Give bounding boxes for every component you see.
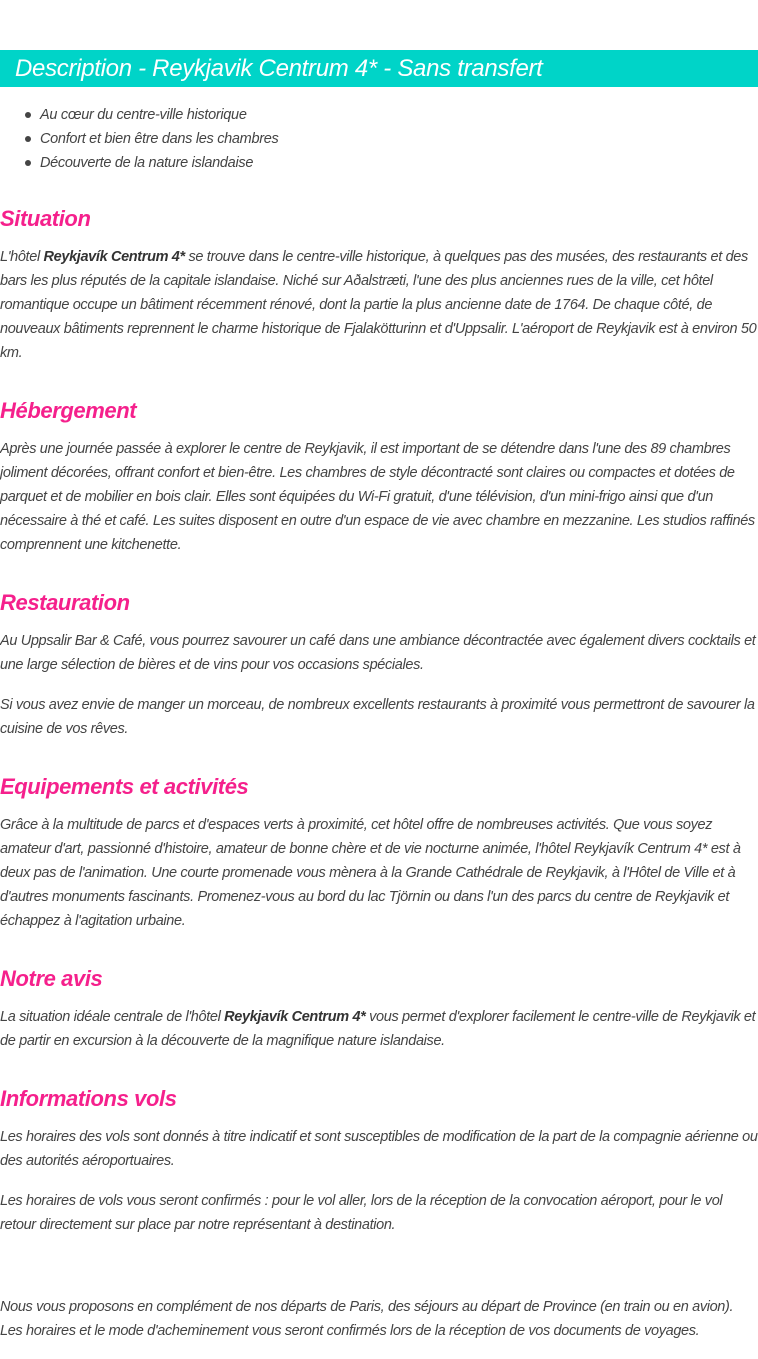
hebergement-paragraph: Après une journée passée à explorer le centre de Reykjavik, il est important de se détendre dans l'une des 89 chambres joliment décorées, offrant confort et bien-être. Les chambres de style décontracté sont claires ou compactes et dotées de parquet et de mobilier en bois clair. Elles sont équipées du Wi-Fi gratuit, d'une télévision, d'un mini-frigo ainsi que d'un nécessaire à thé et café. Les suites disposent en outre d'un espace de vie avec chambre en mezzanine. Les studios raffinés comprennent une kitchenette. bbox=[0, 441, 755, 553]
bullet-icon bbox=[25, 112, 31, 118]
section-heading-vols: Informations vols bbox=[0, 1086, 177, 1111]
section-heading-restauration: Restauration bbox=[0, 590, 130, 615]
province-paragraph: Nous vous proposons en complément de nos départs de Paris, des séjours au départ de Province (en train ou en avion). Les horaires et le mode d'acheminement vous seront confirmés lors de la réception de vos documents de voyages. bbox=[0, 1299, 734, 1339]
section-heading-equipements: Equipements et activités bbox=[0, 774, 249, 799]
vols-paragraph-1: Les horaires des vols sont donnés à titre indicatif et sont susceptibles de modification de la part de la compagnie aérienne ou des autorités aéroportuaires. bbox=[0, 1129, 758, 1169]
section-heading-avis: Notre avis bbox=[0, 966, 103, 991]
highlight-item bbox=[40, 127, 278, 151]
hotel-name-bold: Reykjavík Centrum 4* bbox=[43, 249, 185, 265]
situation-text-suffix: se trouve dans le centre-ville historique, à quelques pas des musées, des restaurants et des bars les plus réputés de la capitale islandaise. Niché sur Aðalstræti, l'une des plus anciennes rues de la ville, cet hôtel romantique occupe un bâtiment récemment rénové, dont la partie la plus ancienne date de 1764. De chaque côté, de nouveaux bâtiments reprennent le charme historique de Fjalakötturinn et d'Uppsalir. L'aéroport de Reykjavik est à environ 50 km. bbox=[0, 249, 757, 361]
section-situation bbox=[0, 205, 758, 365]
bullet-icon bbox=[25, 136, 31, 142]
highlight-text: Au cœur du centre-ville historique bbox=[40, 107, 247, 123]
vols-paragraph-2: Les horaires de vols vous seront confirmés : pour le vol aller, lors de la réception de la convocation aéroport, pour le vol retour directement sur place par notre représentant à destination. bbox=[0, 1193, 723, 1233]
section-province bbox=[0, 1295, 758, 1343]
section-heading-situation: Situation bbox=[0, 206, 91, 231]
highlight-text: Confort et bien être dans les chambres bbox=[40, 131, 279, 147]
bullet-icon bbox=[25, 160, 31, 166]
avis-text-prefix: La situation idéale centrale de l'hôtel bbox=[0, 1009, 225, 1025]
restauration-paragraph-2: Si vous avez envie de manger un morceau, de nombreux excellents restaurants à proximité vous permettront de savourer la cuisine de vos rêves. bbox=[0, 697, 755, 737]
situation-text-prefix: L'hôtel bbox=[0, 249, 44, 265]
section-equipements bbox=[0, 773, 758, 933]
situation-paragraph bbox=[0, 245, 758, 365]
section-vols bbox=[0, 1085, 758, 1237]
highlight-item bbox=[40, 103, 278, 127]
title-band bbox=[0, 50, 758, 87]
avis-paragraph bbox=[0, 1005, 758, 1053]
restauration-paragraph-1: Au Uppsalir Bar & Café, vous pourrez savourer un café dans une ambiance décontractée avec également divers cocktails et une large sélection de bières et de vins pour vos occasions spéciales. bbox=[0, 633, 756, 673]
avis-text-suffix: vous permet d'explorer facilement le centre-ville de Reykjavik et de partir en excursion à la découverte de la magnifique nature islandaise. bbox=[0, 1009, 756, 1049]
highlight-item bbox=[40, 151, 278, 175]
section-avis bbox=[0, 965, 758, 1053]
section-hebergement bbox=[0, 397, 758, 557]
equipements-paragraph: Grâce à la multitude de parcs et d'espaces verts à proximité, cet hôtel offre de nombreuses activités. Que vous soyez amateur d'art, passionné d'histoire, amateur de bonne chère et de vie nocturne animée, l'hôtel Reykjavík Centrum 4* est à deux pas de l'animation. Une courte promenade vous mènera à la Grande Cathédrale de Reykjavik, à l'Hôtel de Ville et à d'autres monuments fascinants. Promenez-vous au bord du lac Tjörnin ou dans l'un des parcs du centre de Reykjavik et échappez à l'agitation urbaine. bbox=[0, 817, 741, 929]
highlights-list bbox=[0, 103, 278, 175]
section-restauration bbox=[0, 589, 758, 741]
hotel-name-bold: Reykjavík Centrum 4* bbox=[224, 1009, 366, 1025]
section-heading-hebergement: Hébergement bbox=[0, 398, 137, 423]
page-title: Description - Reykjavik Centrum 4* - Sans transfert bbox=[15, 55, 543, 82]
highlight-text: Découverte de la nature islandaise bbox=[40, 155, 254, 171]
